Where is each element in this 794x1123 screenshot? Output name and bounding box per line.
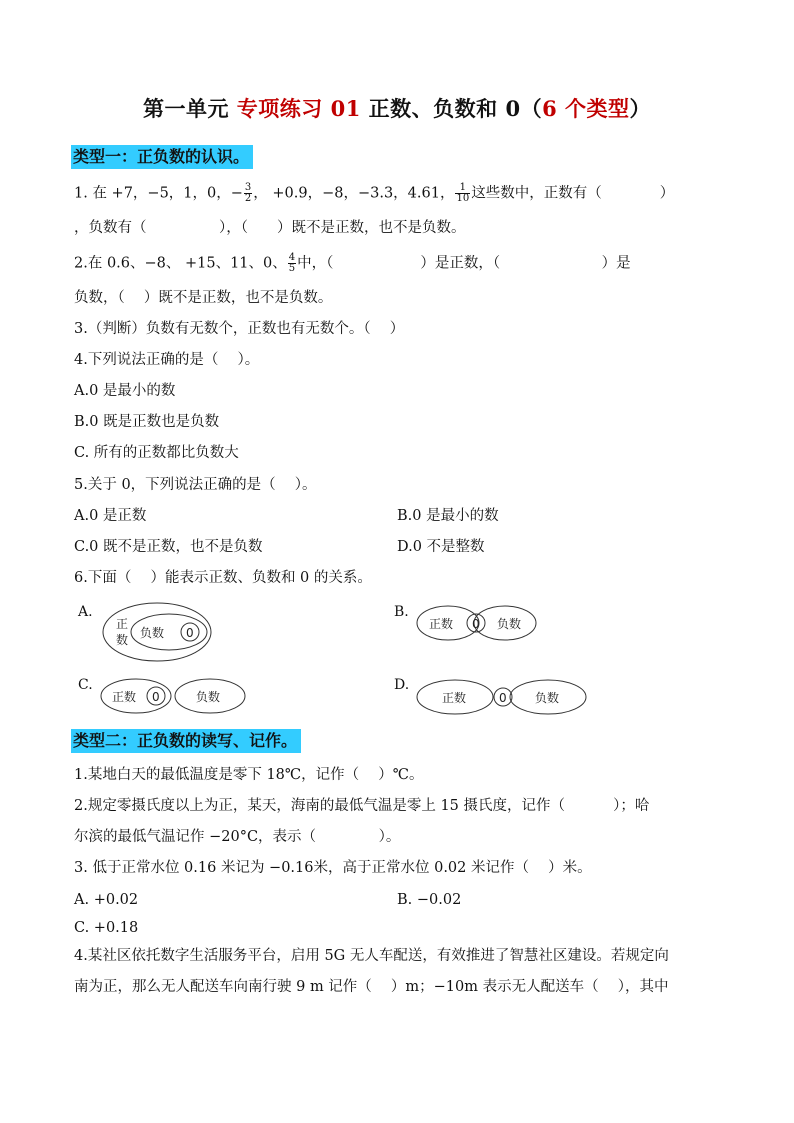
question-4-option-b: B.0 既是正数也是负数 bbox=[74, 414, 220, 430]
diagram-a bbox=[100, 600, 215, 664]
question-6: 6.下面（ ）能表示正数、负数和 0 的关系。 bbox=[74, 570, 372, 586]
section-2-question-3-option-b: B. −0.02 bbox=[397, 892, 462, 908]
diagram-b-zero-text: 0 bbox=[472, 617, 480, 631]
fraction-one-tenth: $\frac{1}{10}$ bbox=[456, 182, 470, 204]
section-2-question-4-line-2: 南为正，那么无人配送车向南行驶 9 m 记作（ ）m；−10m 表示无人配送车（ ），其中 bbox=[74, 979, 669, 995]
question-1-line-1: 1. 在 +7，−5，1，0，− $\frac{3}{2}$ ， +0.9，−8，−3.3，4.61， $\frac{1}{10}$ 这些数中，正数有（ ） bbox=[74, 182, 675, 204]
diagram-b bbox=[415, 603, 540, 643]
section-2-question-2-line-1: 2.规定零摄氏度以上为正，某天，海南的最低气温是零上 15 摄氏度，记作（ ）；哈 bbox=[74, 798, 650, 814]
section-heading-1: 类型一：正负数的认识。 bbox=[71, 145, 253, 169]
diagram-c-zero-text: 0 bbox=[152, 690, 160, 704]
question-5: 5.关于 0，下列说法正确的是（ ）。 bbox=[74, 477, 317, 493]
question-4: 4.下列说法正确的是（ ）。 bbox=[74, 352, 260, 368]
question-4-option-c: C. 所有的正数都比负数大 bbox=[74, 445, 239, 461]
diagram-d-zero-text: 0 bbox=[499, 691, 507, 705]
question-5-option-b: B.0 是最小的数 bbox=[397, 508, 499, 524]
fraction-four-fifths: $\frac{4}{5}$ bbox=[288, 252, 296, 274]
section-2-question-1: 1.某地白天的最低温度是零下 18℃，记作（ ）℃。 bbox=[74, 767, 424, 783]
diagram-a-negative-text: 负数 bbox=[140, 626, 165, 640]
question-2-line-2: 负数，（ ）既不是正数，也不是负数。 bbox=[74, 290, 333, 306]
section-2-question-3-option-c: C. +0.18 bbox=[74, 920, 139, 936]
section-2-question-2-line-2: 尔滨的最低气温记作 −20°C，表示（ ）。 bbox=[74, 829, 401, 845]
diagram-d bbox=[415, 677, 590, 717]
section-2-question-3: 3. 低于正常水位 0.16 米记为 −0.16米，高于正常水位 0.02 米记作（ ）米。 bbox=[74, 860, 592, 876]
diagram-c-negative-text: 负数 bbox=[196, 690, 221, 704]
diagram-a-positive-char-1: 正 bbox=[116, 617, 129, 631]
diagram-c-positive-text: 正数 bbox=[112, 690, 137, 704]
section-2-question-4-line-1: 4.某社区依托数字生活服务平台，启用 5G 无人车配送，有效推进了智慧社区建设。若规定向 bbox=[74, 948, 669, 964]
diagram-b-positive-text: 正数 bbox=[429, 617, 454, 631]
diagram-c bbox=[98, 676, 250, 716]
section-2-question-3-option-a: A. +0.02 bbox=[74, 892, 139, 908]
diagram-label-b: B. bbox=[394, 604, 409, 620]
diagram-d-positive-text: 正数 bbox=[442, 691, 467, 705]
diagram-a-zero-text: 0 bbox=[186, 626, 194, 640]
page-title: 第一单元 专项练习 01 正数、负数和 0（6 个类型） bbox=[142, 96, 652, 121]
question-4-option-a: A.0 是最小的数 bbox=[74, 383, 176, 399]
fraction-three-halves: $\frac{3}{2}$ bbox=[244, 182, 252, 204]
question-5-option-a: A.0 是正数 bbox=[74, 508, 147, 524]
diagram-b-negative-text: 负数 bbox=[497, 617, 522, 631]
question-5-option-c: C.0 既不是正数，也不是负数 bbox=[74, 539, 263, 555]
question-1-line-2: ，负数有（ ），（ ）既不是正数，也不是负数。 bbox=[74, 220, 466, 236]
diagram-label-c: C. bbox=[78, 677, 93, 693]
section-heading-2: 类型二：正负数的读写、记作。 bbox=[71, 729, 301, 753]
question-5-option-d: D.0 不是整数 bbox=[397, 539, 485, 555]
diagram-label-a: A. bbox=[78, 604, 93, 620]
diagram-label-d: D. bbox=[394, 677, 410, 693]
question-2-line-1: 2.在 0.6、−8、 +15、11、0、 $\frac{4}{5}$ 中，（ ）是正数，（ ）是 bbox=[74, 252, 631, 274]
question-3: 3.（判断）负数有无数个，正数也有无数个。（ ） bbox=[74, 321, 405, 337]
diagram-d-negative-text: 负数 bbox=[535, 691, 560, 705]
diagram-a-positive-char-2: 数 bbox=[116, 633, 129, 647]
